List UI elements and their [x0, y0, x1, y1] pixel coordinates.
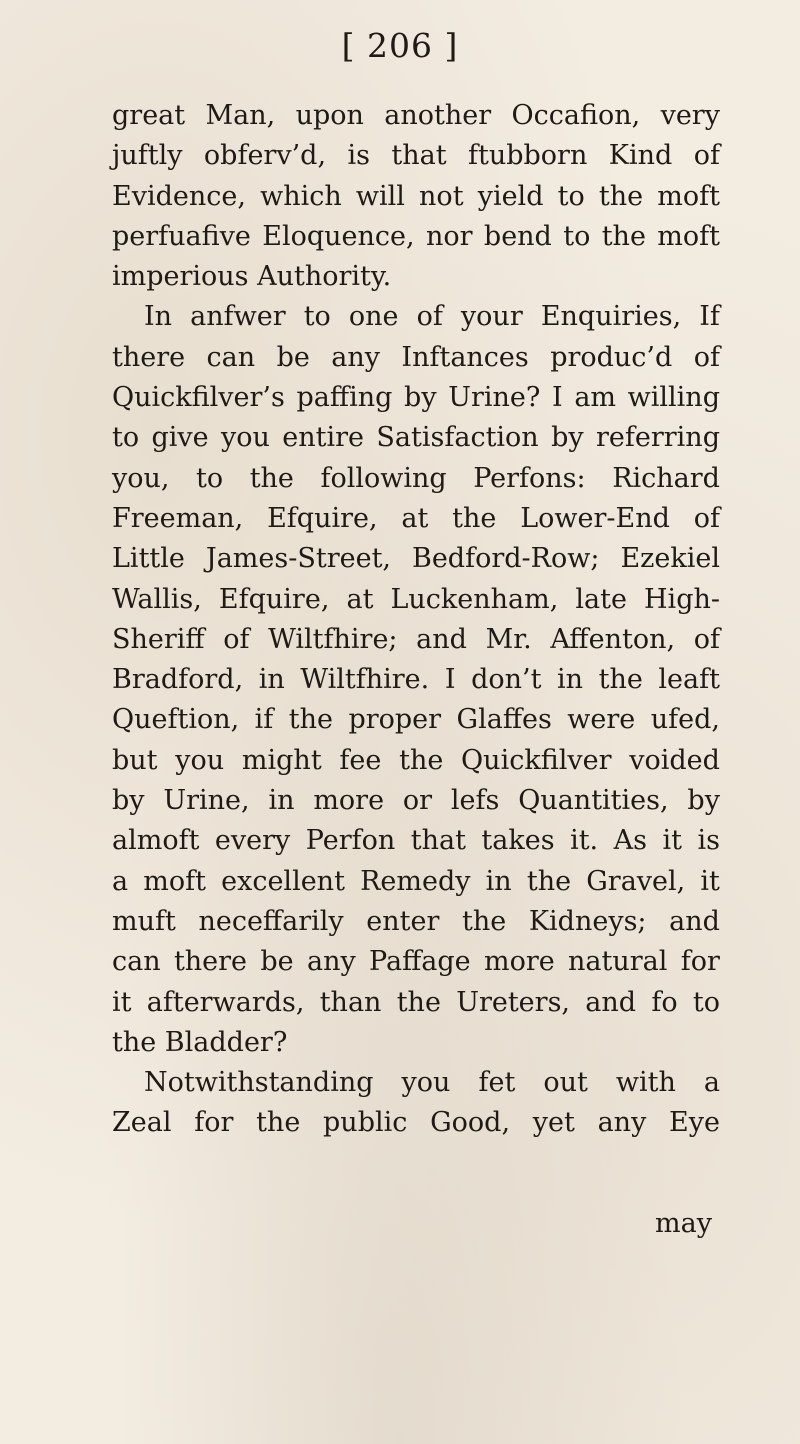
- text-line: can there be any Paffage more natural for: [112, 946, 720, 978]
- text-line: it afterwards, than the Ureters, and fo to: [112, 986, 720, 1018]
- text-line: to give you entire Satisfaction by referring: [112, 422, 720, 454]
- text-line: imperious Authority.: [112, 261, 392, 293]
- text-line: Sheriff of Wiltfhire; and Mr. Affenton, of: [112, 623, 720, 655]
- text-line: Quickfilver’s paffing by Urine? I am willing: [112, 382, 720, 414]
- text-line: you, to the following Perfons: Richard: [112, 462, 720, 494]
- page-number: [ 206 ]: [341, 26, 459, 65]
- text-line: Little James-Street, Bedford-Row; Ezekiel: [112, 543, 720, 575]
- text-line: the Bladder?: [112, 1026, 288, 1058]
- text-line: by Urine, in more or lefs Quantities, by: [112, 785, 720, 817]
- text-line: Freeman, Efquire, at the Lower-End of: [112, 502, 720, 534]
- text-line: almoft every Perfon that takes it. As it is: [112, 825, 720, 857]
- text-line: Notwithstanding you fet out with a: [144, 1067, 720, 1099]
- text-line: Evidence, which will not yield to the moft: [112, 180, 720, 212]
- text-line: In anfwer to one of your Enquiries, If: [144, 301, 720, 333]
- text-line: juftly obferv’d, is that ftubborn Kind of: [112, 140, 720, 172]
- text-line: Bradford, in Wiltfhire. I don’t in the leaft: [112, 664, 720, 696]
- text-line: muft neceffarily enter the Kidneys; and: [112, 905, 720, 937]
- text-line: Wallis, Efquire, at Luckenham, late High-: [112, 583, 720, 615]
- body-text: [112, 96, 720, 1144]
- text-line: a moft excellent Remedy in the Gravel, it: [112, 865, 720, 897]
- text-line: perfuafive Eloquence, nor bend to the moft: [112, 220, 720, 252]
- catchword: may: [655, 1208, 712, 1239]
- text-line: Zeal for the public Good, yet any Eye: [112, 1107, 720, 1139]
- text-line: great Man, upon another Occafion, very: [112, 100, 720, 131]
- text-line: but you might fee the Quickfilver voided: [112, 744, 720, 776]
- text-line: Queftion, if the proper Glaffes were ufed,: [112, 704, 720, 736]
- text-line: there can be any Inftances produc’d of: [112, 341, 720, 373]
